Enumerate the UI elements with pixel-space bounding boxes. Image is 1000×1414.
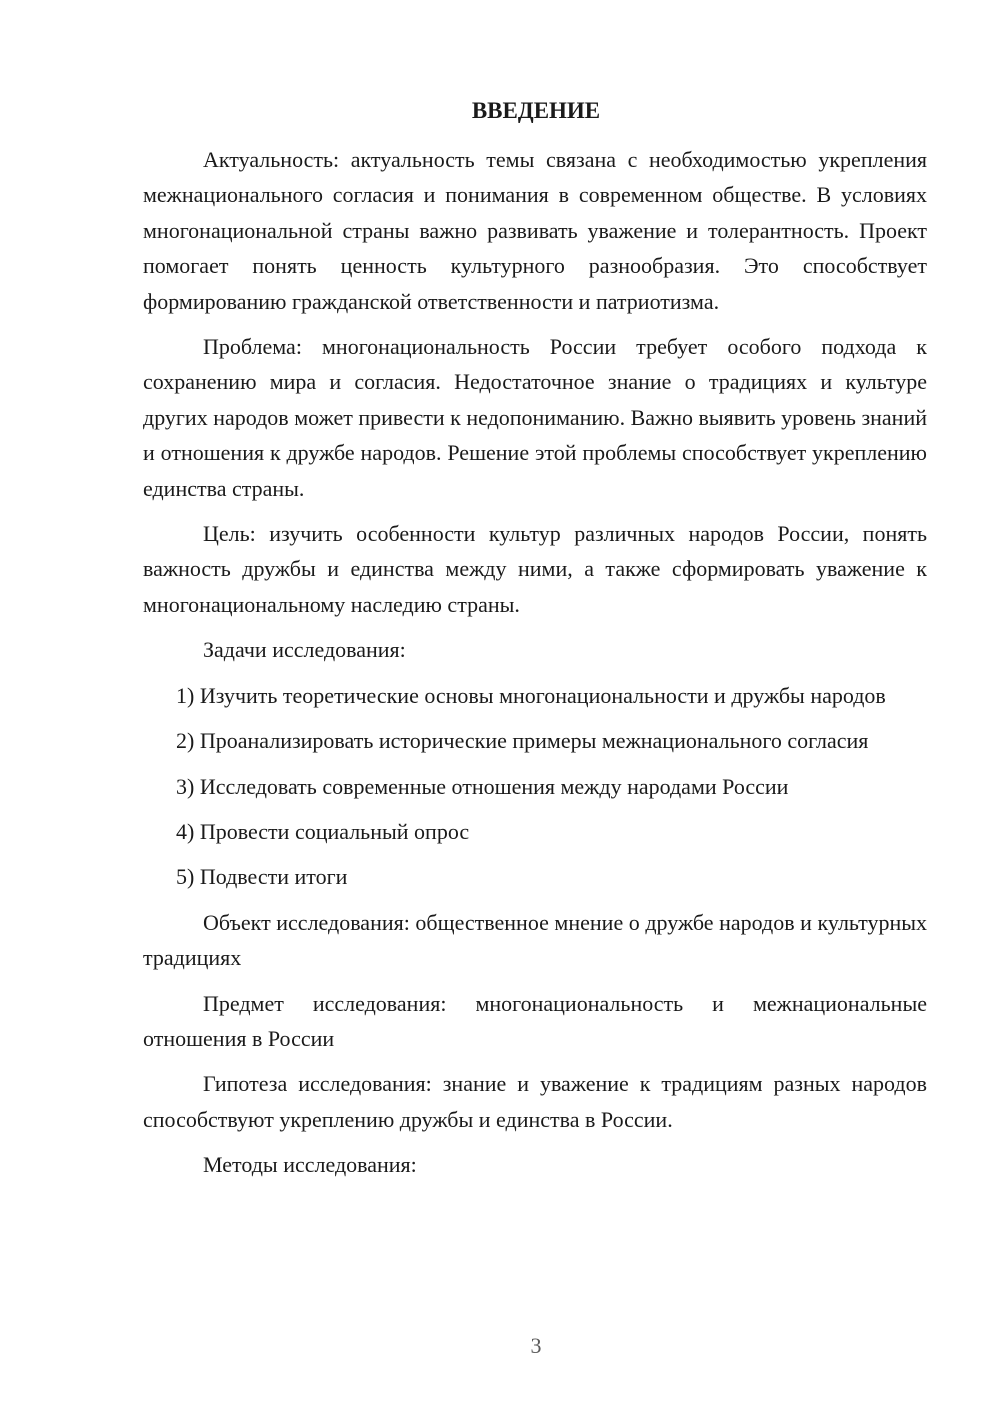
hypothesis-paragraph: Гипотеза исследования: знание и уважение к традициям разных народов способствуют укреплению дружбы и единства в России. <box>143 1071 927 1132</box>
problem-paragraph: Проблема: многонациональность России требует особого подхода к сохранению мира и согласия. Недостаточное знание о традициях и культуре других народов может привести к недопониманию. Важно выявить уровень знаний и отношения к дружбе народов. Решение этой проблемы способствует укреплению единства страны. <box>143 334 927 501</box>
section-title: ВВЕДЕНИЕ <box>471 98 601 123</box>
page-number: 3 <box>530 1333 542 1358</box>
goal-paragraph: Цель: изучить особенности культур различных народов России, понять важность дружбы и единства между ними, а также сформировать уважение к многонациональному наследию страны. <box>143 521 927 617</box>
task-item-1: 1) Изучить теоретические основы многонациональности и дружбы народов <box>176 682 886 708</box>
methods-heading: Методы исследования: <box>203 1152 417 1178</box>
task-item-3: 3) Исследовать современные отношения между народами России <box>176 773 789 799</box>
object-paragraph: Объект исследования: общественное мнение о дружбе народов и культурных традициях <box>143 909 927 971</box>
document-body <box>143 142 927 1183</box>
task-item-4: 4) Провести социальный опрос <box>176 818 470 844</box>
subject-paragraph: Предмет исследования: многонациональность и межнациональные отношения в России <box>143 990 927 1051</box>
task-item-2: 2) Проанализировать исторические примеры межнационального согласия <box>176 728 869 754</box>
relevance-paragraph: Актуальность: актуальность темы связана с необходимостью укрепления межнационального согласия и понимания в современном обществе. В условиях многонациональной страны важно развивать уважение и толерантность. Проект помогает понять ценность культурного разнообразия. Это способствует формированию гражданской ответственности и патриотизма. <box>143 147 927 314</box>
task-item-5: 5) Подвести итоги <box>176 864 348 890</box>
tasks-heading: Задачи исследования: <box>203 637 406 663</box>
